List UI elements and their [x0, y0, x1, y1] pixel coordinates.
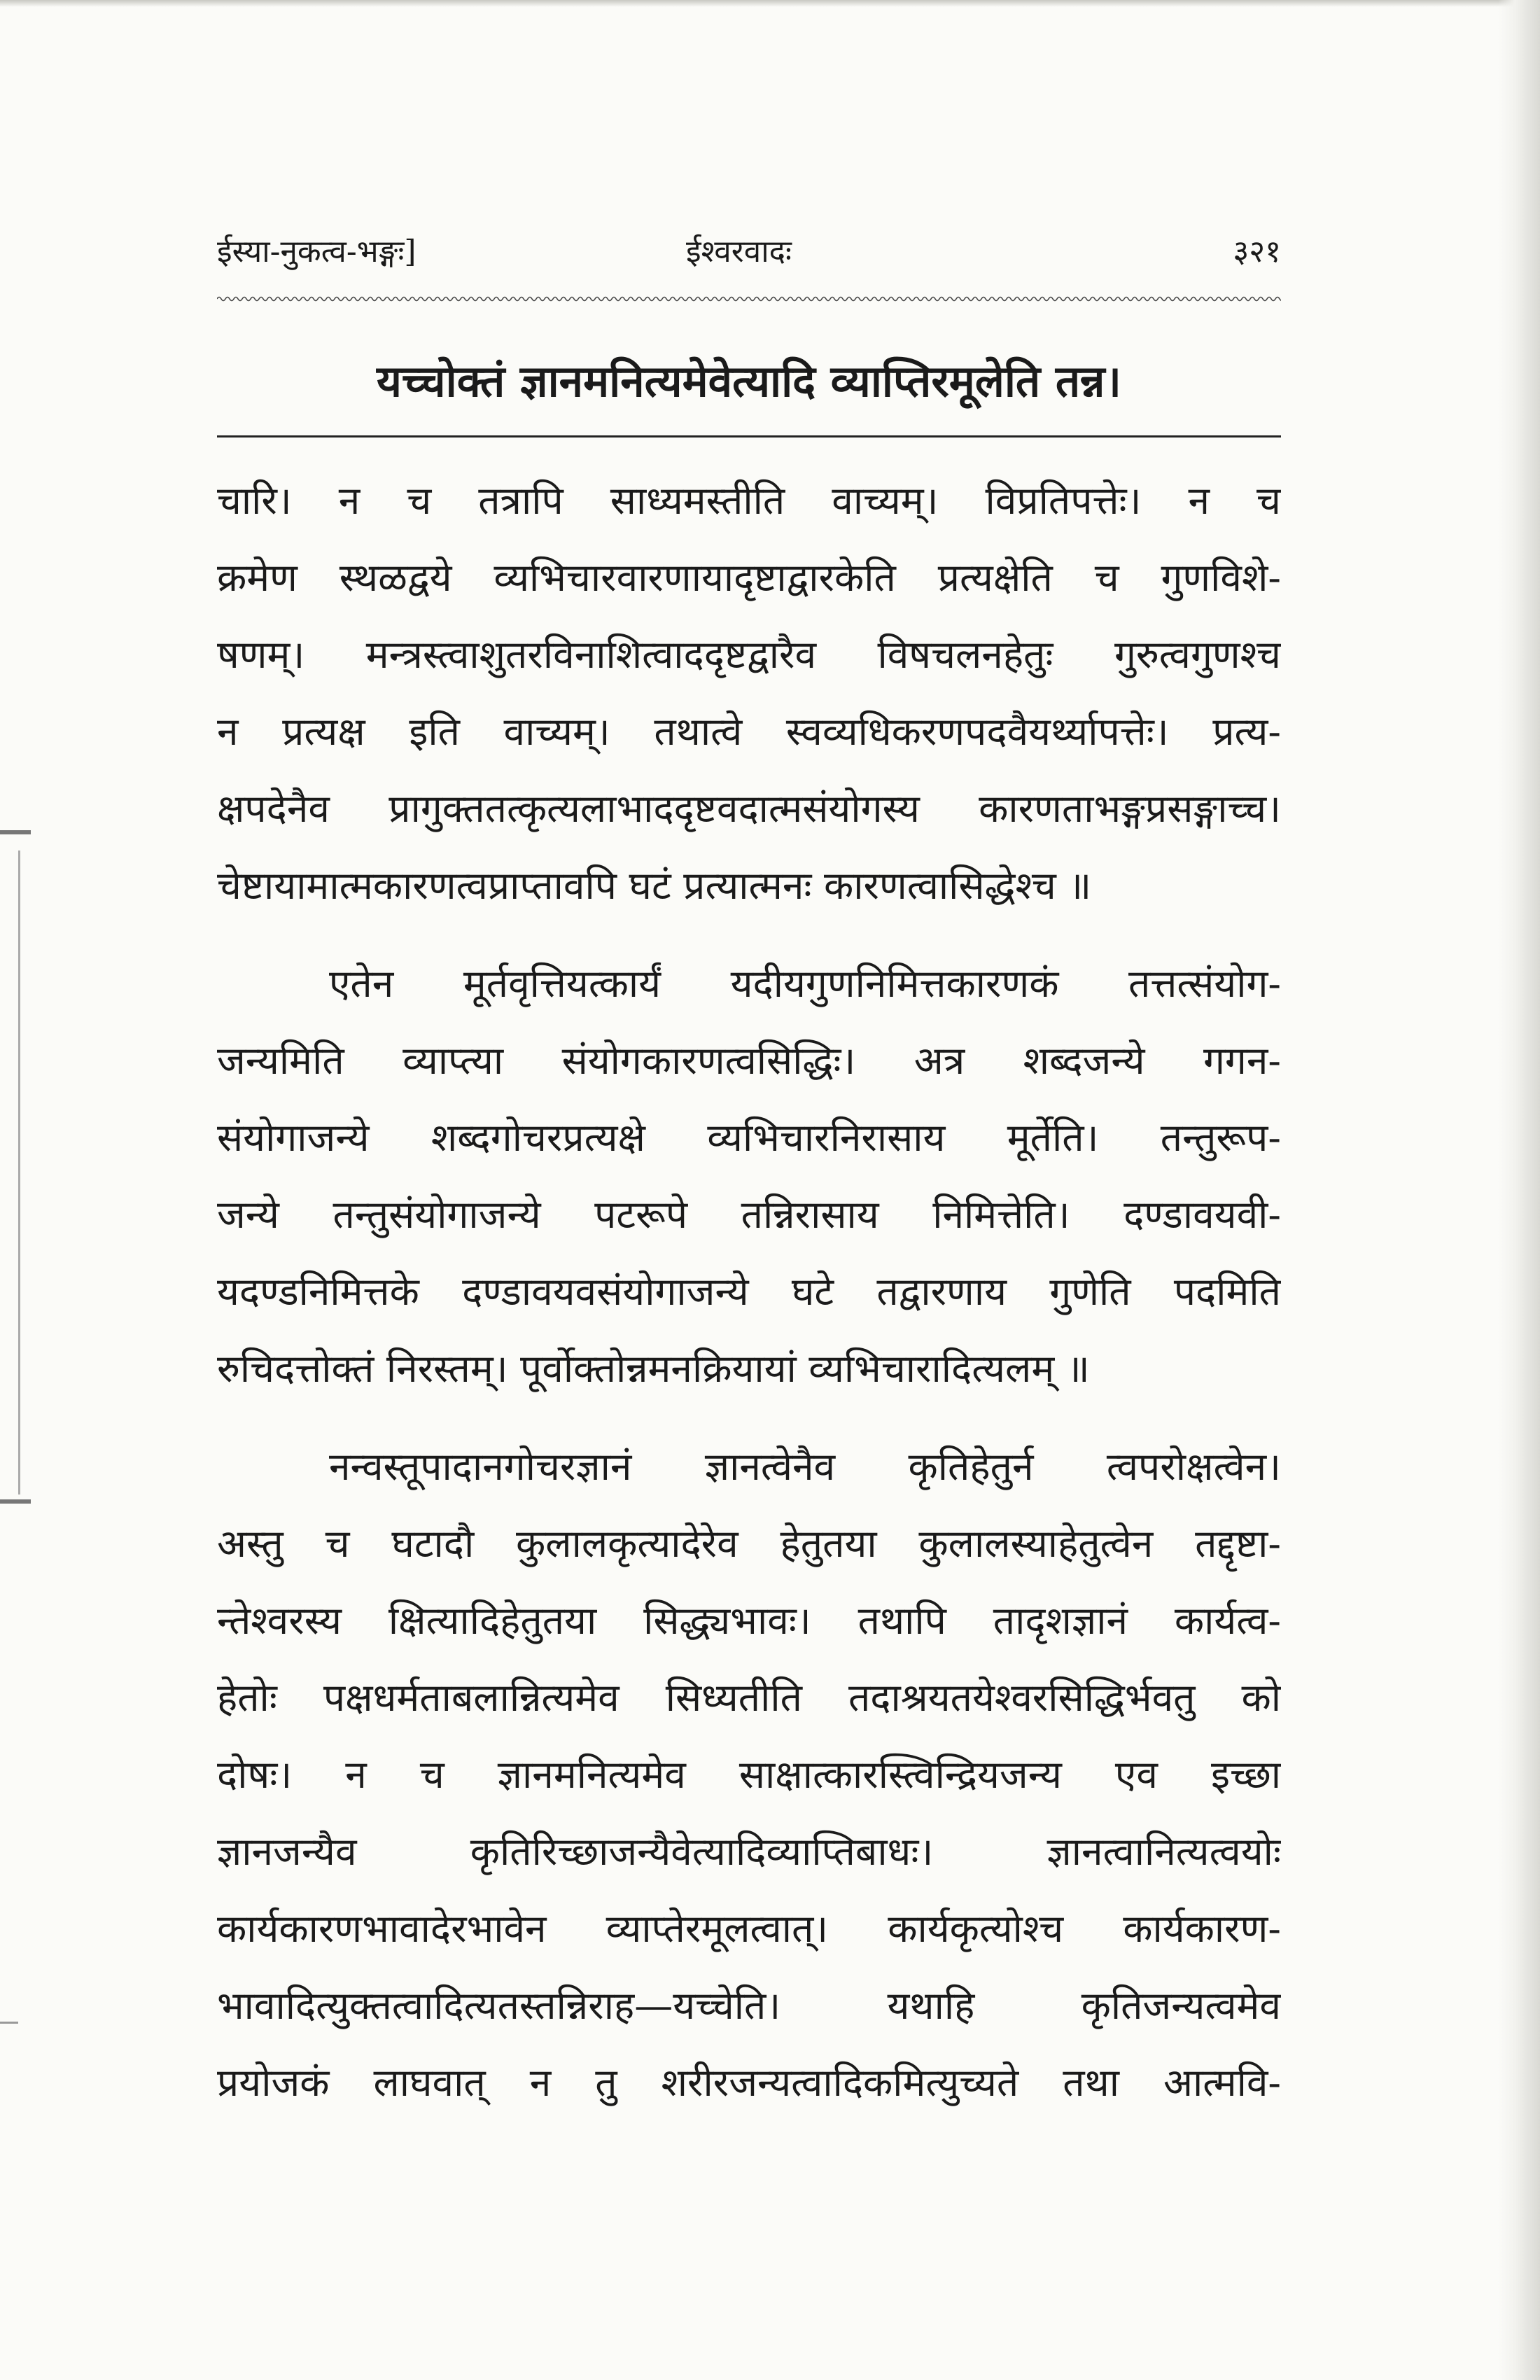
- text-line: न प्रत्यक्ष इति वाच्यम्। तथात्वे स्वव्यधिकरणपदवैयर्थ्यापत्तेः। प्रत्य-: [217, 709, 1281, 754]
- text-line: संयोगाजन्ये शब्दगोचरप्रत्यक्षे व्यभिचारनिरासाय मूर्तेति। तन्तुरूप-: [217, 1115, 1281, 1160]
- text-line: जन्यमिति व्याप्त्या संयोगकारणत्वसिद्धिः। अत्र शब्दजन्ये गगन-: [217, 1038, 1281, 1083]
- text-line: न्तेश्वरस्य क्षित्यादिहेतुतया सिद्ध्यभावः। तथापि तादृशज्ञानं कार्यत्व-: [217, 1598, 1281, 1643]
- text-line: हेतोः पक्षधर्मताबलान्नित्यमेव सिध्यतीति तदाश्रयतयेश्वरसिद्धिर्भवतु को: [217, 1675, 1281, 1720]
- wavy-divider: [217, 294, 1281, 304]
- header-chapter-title: ईश्वरवादः: [686, 234, 792, 270]
- text-line: जन्ये तन्तुसंयोगाजन्ये पटरूपे तन्निरासाय निमित्तेति। दण्डावयवी-: [217, 1192, 1281, 1237]
- paragraph-3: [217, 1428, 1281, 2121]
- text-line: षणम्। मन्त्रस्त्वाशुतरविनाशित्वाददृष्टद्वारैव विषचलनहेतुः गुरुत्वगुणश्च: [217, 632, 1281, 677]
- text-line: चारि। न च तत्रापि साध्यमस्तीति वाच्यम्। विप्रतिपत्तेः। न च: [217, 478, 1281, 523]
- text-line: क्रमेण स्थळद्वये व्यभिचारवारणायादृष्टाद्वारकेति प्रत्यक्षेति च गुणविशे-: [217, 555, 1281, 600]
- text-line: रुचिदत्तोक्तं निरस्तम्। पूर्वोक्तोन्नमनक्रियायां व्यभिचारादित्यलम् ॥: [217, 1346, 1090, 1391]
- text-line: अस्तु च घटादौ कुलालकृत्यादेरेव हेतुतया कुलालस्याहेतुत्वेन तद्दृष्टा-: [217, 1521, 1281, 1566]
- paragraph-2: [217, 945, 1281, 1407]
- body-text: [217, 462, 1281, 2121]
- paragraph-1: [217, 462, 1281, 924]
- text-line: कार्यकारणभावादेरभावेन व्याप्तेरमूलत्वात्। कार्यकृत्योश्च कार्यकारण-: [217, 1906, 1281, 1951]
- margin-mark-icon: [0, 2022, 18, 2024]
- heading-underline: [217, 435, 1281, 438]
- margin-mark-icon: [0, 830, 31, 834]
- text-line: चेष्टायामात्मकारणत्वप्राप्तावपि घटं प्रत्यात्मनः कारणत्वासिद्धेश्च ॥: [217, 863, 1092, 908]
- text-line: प्रयोजकं लाघवात् न तु शरीरजन्यत्वादिकमित्युच्यते तथा आत्मवि-: [217, 2060, 1281, 2105]
- section-heading: यच्चोक्तं ज्ञानमनित्यमेवेत्यादि व्याप्तिरमूलेति तन्न।: [376, 356, 1122, 407]
- page-edge-shadow-right: [1498, 0, 1540, 2380]
- text-line: दोषः। न च ज्ञानमनित्यमेव साक्षात्कारस्त्विन्द्रियजन्य एव इच्छा: [217, 1752, 1281, 1797]
- page-number: ३२१: [1233, 234, 1281, 270]
- text-line: भावादित्युक्तत्वादित्यतस्तन्निराह—यच्चेति। यथाहि कृतिजन्यत्वमेव: [217, 1983, 1281, 2028]
- header-section-title: ईस्या-नुकत्व-भङ्गः]: [217, 234, 416, 270]
- text-line: ज्ञानजन्यैव कृतिरिच्छाजन्यैवेत्यादिव्याप्तिबाधः। ज्ञानत्वानित्यत्वयोः: [217, 1829, 1281, 1874]
- margin-rule: [18, 850, 20, 1494]
- text-line: नन्वस्तूपादानगोचरज्ञानं ज्ञानत्वेनैव कृतिहेतुर्न त्वपरोक्षत्वेन।: [329, 1444, 1281, 1489]
- page-edge-shadow-top: [0, 0, 1540, 7]
- text-line: क्षपदेनैव प्रागुक्ततत्कृत्यलाभाददृष्टवदात्मसंयोगस्य कारणताभङ्गप्रसङ्गाच्च।: [217, 786, 1281, 831]
- text-line: यदण्डनिमित्तके दण्डावयवसंयोगाजन्ये घटे तद्वारणाय गुणेति पदमिति: [217, 1269, 1281, 1314]
- running-header: [217, 231, 1281, 287]
- margin-mark-icon: [0, 1499, 31, 1504]
- text-line: एतेन मूर्तवृत्तियत्कार्यं यदीयगुणनिमित्तकारणकं तत्तत्संयोग-: [329, 961, 1281, 1006]
